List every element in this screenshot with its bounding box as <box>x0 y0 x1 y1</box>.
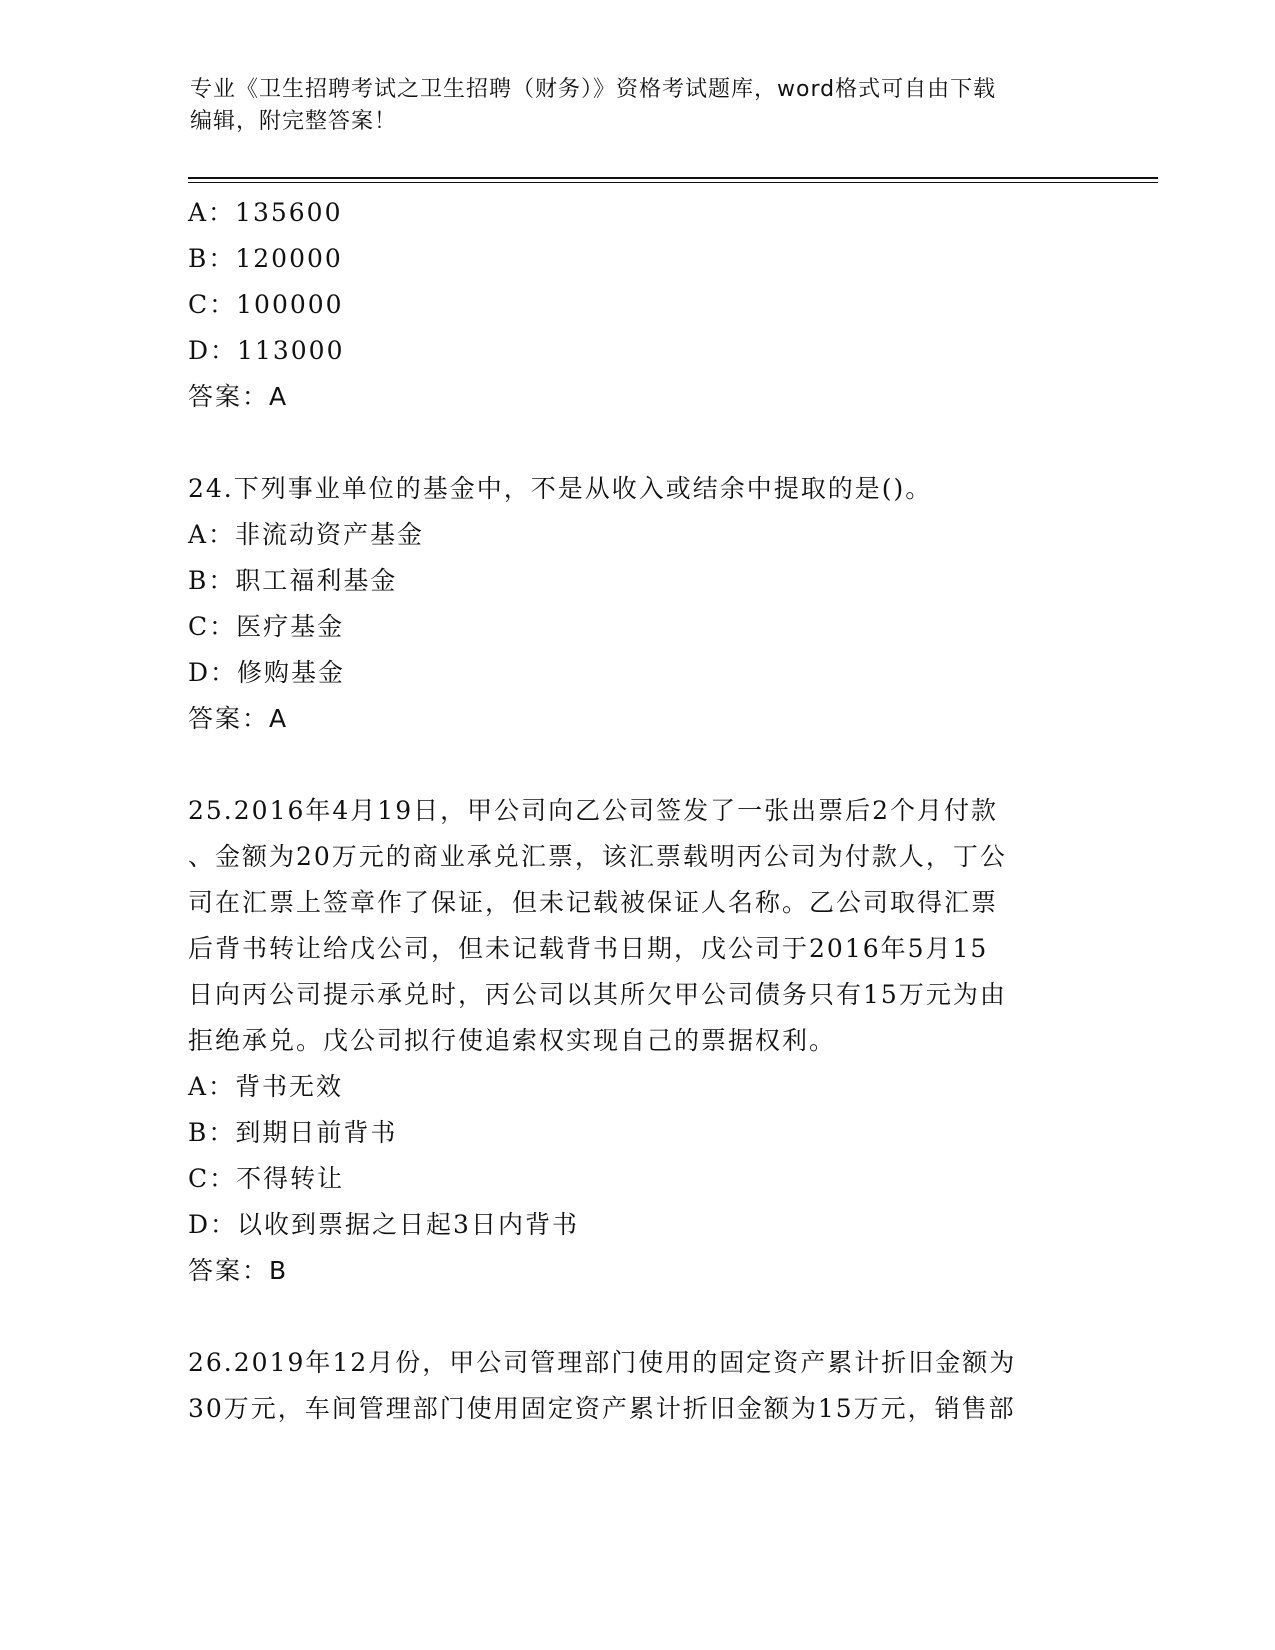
question-stem-line: 拒绝承兑。戊公司拟行使追索权实现自己的票据权利。 <box>188 1026 837 1055</box>
option-c: C：医疗基金 <box>188 612 345 641</box>
question-stem-line: 日向丙公司提示承兑时，丙公司以其所欠甲公司债务只有15万元为由 <box>188 980 1007 1009</box>
option-b: B：120000 <box>188 244 343 273</box>
option-a: A：非流动资产基金 <box>188 520 425 549</box>
option-c: C：不得转让 <box>188 1164 345 1193</box>
header-divider-thin <box>188 182 1158 183</box>
header-divider <box>188 177 1158 179</box>
question-stem: 24.下列事业单位的基金中，不是从收入或结余中提取的是()。 <box>188 474 933 503</box>
option-a: A：背书无效 <box>188 1072 344 1101</box>
document-header <box>190 74 1090 138</box>
answer-line: 答案：A <box>188 704 289 733</box>
question-list <box>188 190 1088 1432</box>
option-c: C：100000 <box>188 290 344 319</box>
header-line-1: 专业《卫生招聘考试之卫生招聘（财务）》资格考试题库，word格式可自由下载 <box>190 77 997 102</box>
option-b: B：到期日前背书 <box>188 1118 398 1147</box>
question-stem-line: 30万元，车间管理部门使用固定资产累计折旧金额为15万元，销售部 <box>188 1394 1016 1423</box>
header-line-2: 编辑，附完整答案！ <box>190 109 398 134</box>
question-23 <box>188 190 1088 420</box>
question-stem-line: 、金额为20万元的商业承兑汇票，该汇票载明丙公司为付款人，丁公 <box>188 842 1007 871</box>
option-b: B：职工福利基金 <box>188 566 398 595</box>
question-stem-line: 后背书转让给戊公司，但未记载背书日期，戊公司于2016年5月15 <box>188 934 989 963</box>
option-a: A：135600 <box>188 198 343 227</box>
option-d: D：修购基金 <box>188 658 346 687</box>
option-d: D：113000 <box>188 336 345 365</box>
question-24 <box>188 466 1088 742</box>
question-25 <box>188 788 1088 1294</box>
option-d: D：以收到票据之日起3日内背书 <box>188 1210 579 1239</box>
answer-line: 答案：A <box>188 382 289 411</box>
question-stem-line: 25.2016年4月19日，甲公司向乙公司签发了一张出票后2个月付款 <box>188 796 999 825</box>
question-stem-line: 司在汇票上签章作了保证，但未记载被保证人名称。乙公司取得汇票 <box>188 888 999 917</box>
question-stem-line: 26.2019年12月份，甲公司管理部门使用的固定资产累计折旧金额为 <box>188 1348 1017 1377</box>
question-26 <box>188 1340 1088 1432</box>
answer-line: 答案：B <box>188 1256 289 1285</box>
